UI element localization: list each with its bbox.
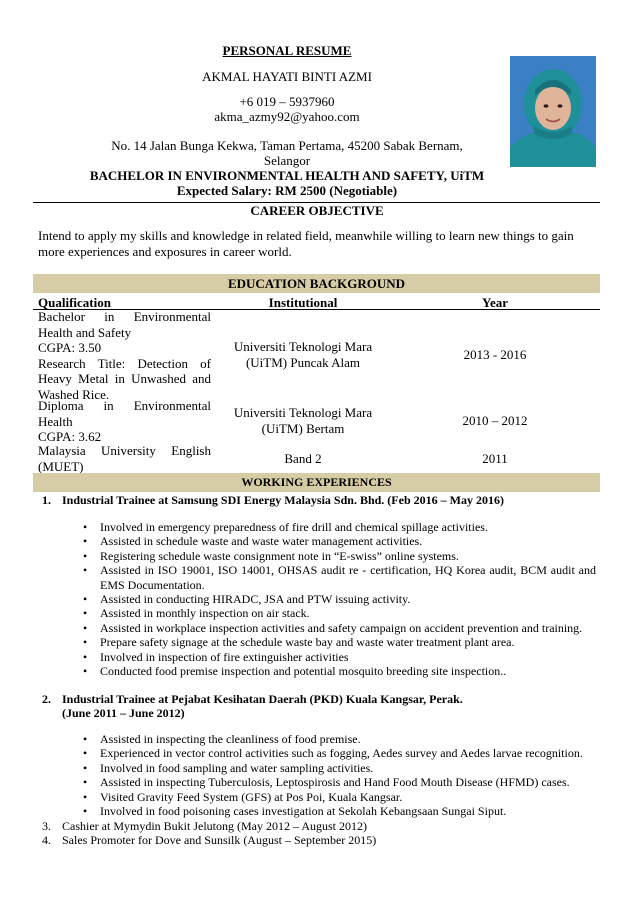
qualification-line: (MUET)	[38, 458, 84, 474]
list-item: • Assisted in inspecting the cleanliness of food premise.	[81, 732, 596, 746]
job-1-title: Industrial Trainee at Samsung SDI Energy Malaysia Sdn. Bhd. (Feb 2016 – May 2016)	[62, 493, 504, 507]
career-objective-text: Intend to apply my skills and knowledge in related field, meanwhile willing to learn new things to gain more experiences and exposures in career world.	[38, 228, 574, 259]
list-item: • Assisted in ISO 19001, ISO 14001, OHSAS audit re - certification, HQ Korea audit, BCM audit and EMS Documentation.	[81, 563, 596, 592]
qualification-bachelor	[38, 309, 211, 402]
profile-photo	[510, 56, 596, 167]
list-item: • Involved in food sampling and water sampling activities.	[81, 761, 596, 775]
qualification-line: Diploma in Environmental	[38, 398, 211, 413]
list-item: • Involved in emergency preparedness of fire drill and chemical spillage activities.	[81, 520, 596, 534]
degree-title: BACHELOR IN ENVIRONMENTAL HEALTH AND SAFETY, UiTM	[89, 168, 485, 183]
year-bachelor: 2013 - 2016	[463, 347, 527, 362]
job-2-duties	[81, 732, 596, 818]
list-item: • Assisted in inspecting Tuberculosis, Leptospirosis and Hand Food Mouth Disease (HFMD) cases.	[81, 775, 596, 789]
career-objective-heading: CAREER OBJECTIVE	[250, 203, 384, 218]
list-item: • Prepare safety signage at the schedule waste bay and waste water treatment plant area.	[81, 635, 596, 649]
institution-line: Universiti Teknologi Mara	[233, 339, 373, 354]
address-line-2: Selangor	[263, 153, 311, 168]
qualification-diploma	[38, 398, 211, 445]
list-item: • Experienced in vector control activities such as fogging, Aedes survey and Aedes larvae recognition.	[81, 746, 596, 760]
list-item: • Assisted in monthly inspection on air stack.	[81, 606, 596, 620]
job-3-text: Cashier at Mymydin Bukit Jelutong (May 2012 – August 2012)	[62, 819, 367, 833]
job-2-period: (June 2011 – June 2012)	[62, 706, 185, 720]
job-1-number: 1.	[42, 493, 51, 507]
year-muet: 2011	[482, 451, 508, 466]
list-item: • Visited Gravity Feed System (GFS) at Pos Poi, Kuala Kangsar.	[81, 790, 596, 804]
applicant-name: AKMAL HAYATI BINTI AZMI	[202, 69, 372, 84]
institution-uitm-puncak-alam	[223, 339, 383, 370]
expected-salary: Expected Salary: RM 2500 (Negotiable)	[176, 183, 398, 198]
institution-muet-band	[223, 451, 383, 467]
column-header-institutional: Institutional	[268, 295, 338, 310]
list-item: • Assisted in conducting HIRADC, JSA and PTW issuing activity.	[81, 592, 596, 606]
resume-title: PERSONAL RESUME	[222, 43, 352, 58]
qualification-muet	[38, 443, 211, 474]
list-item: • Involved in food poisoning cases investigation at Sekolah Kebangsaan Sungai Siput.	[81, 804, 596, 818]
column-header-year: Year	[482, 295, 508, 310]
list-item: • Involved in inspection of fire extinguisher activities	[81, 650, 596, 664]
institution-uitm-bertam	[223, 405, 383, 436]
qualification-line: Washed Rice.	[38, 386, 110, 402]
phone-number: +6 019 – 5937960	[239, 94, 335, 109]
address-line-1: No. 14 Jalan Bunga Kekwa, Taman Pertama, 45200 Sabak Bernam,	[111, 138, 463, 153]
education-heading: EDUCATION BACKGROUND	[33, 274, 600, 293]
qualification-line: Bachelor in Environmental	[38, 309, 211, 324]
institution-line: (UiTM) Bertam	[261, 420, 345, 436]
qualification-line: Research Title: Detection of	[38, 355, 211, 371]
qualification-line: Malaysia University English	[38, 443, 211, 458]
qualification-line: Heavy Metal in Unwashed and	[38, 371, 211, 386]
qualification-line: Health	[38, 413, 73, 429]
qualification-line: CGPA: 3.62	[38, 429, 102, 444]
list-item: • Assisted in workplace inspection activities and safety campaign on accident prevention and training.	[81, 621, 596, 635]
list-item: • Conducted food premise inspection and potential mosquito breeding site inspection..	[81, 664, 596, 678]
list-item: • Registering schedule waste consignment note in “E-swiss” online systems.	[81, 549, 596, 563]
column-header-qualification: Qualification	[38, 295, 111, 310]
institution-line: Band 2	[284, 451, 322, 466]
institution-line: (UiTM) Puncak Alam	[245, 354, 361, 370]
job-4-text: Sales Promoter for Dove and Sunsilk (August – September 2015)	[62, 833, 377, 847]
list-item: • Assisted in schedule waste and waste water management activities.	[81, 534, 596, 548]
qualification-line: CGPA: 3.50	[38, 340, 102, 355]
email-address: akma_azmy92@yahoo.com	[214, 109, 360, 124]
job-2-number: 2.	[42, 692, 51, 706]
year-diploma: 2010 – 2012	[462, 413, 528, 428]
institution-line: Universiti Teknologi Mara	[233, 405, 373, 420]
working-experiences-heading: WORKING EXPERIENCES	[33, 473, 600, 492]
job-3-number: 3.	[42, 819, 51, 833]
job-2-title: Industrial Trainee at Pejabat Kesihatan Daerah (PKD) Kuala Kangsar, Perak.	[62, 692, 463, 706]
qualification-line: Health and Safety	[38, 324, 132, 340]
job-1-duties	[81, 520, 596, 678]
job-4-number: 4.	[42, 833, 51, 847]
